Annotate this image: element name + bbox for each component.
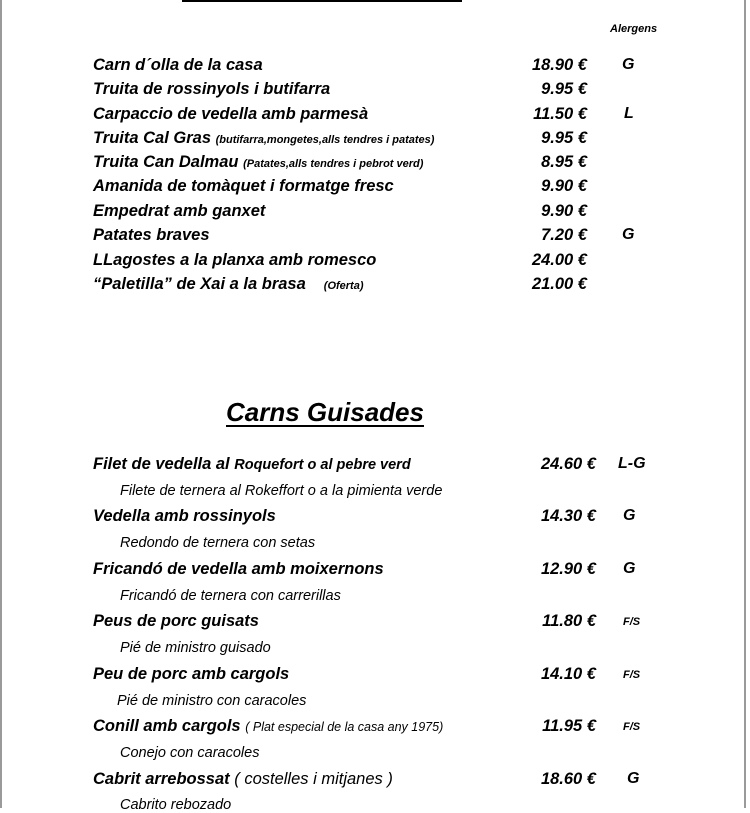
item-price: 7.20 € [541,226,587,244]
item-translation: Pié de ministro con caracoles [117,693,307,709]
menu-item [0,56,750,78]
section-title: Carns Guisades [226,397,424,427]
item-name: Fricandó de vedella amb moixernons [93,560,384,578]
item-name: Truita Cal Gras [93,129,211,147]
item-price: 12.90 € [540,560,596,578]
item-price: 14.10 € [540,665,596,683]
item-price: 11.95 € [542,717,596,735]
item-allergen: F/S [623,669,641,681]
menu-item [0,226,750,248]
item-allergen: F/S [623,616,641,628]
item-translation: Filete de ternera al Rokeffort o a la pimienta verde [120,483,443,499]
item-name: Peu de porc amb cargols [93,665,290,683]
item-price: 8.95 € [541,153,587,171]
item-price: 24.60 € [540,455,596,473]
item-name: Peus de porc guisats [93,612,259,630]
menu-item [0,80,750,102]
menu-item [0,275,750,297]
item-name: Amanida de tomàquet i formatge fresc [93,177,394,195]
item-name: Carn d´olla de la casa [93,56,263,74]
item-allergen: G [622,56,635,73]
item-allergen: G [622,226,635,243]
item-translation: Redondo de ternera con setas [120,535,316,551]
item-note: (butifarra,mongetes,alls tendres i patates) [215,134,435,146]
item-note: ( Plat especial de la casa any 1975) [245,720,444,734]
item-name: Truita Can Dalmau [93,153,239,171]
menu-item [0,129,750,151]
item-price: 9.90 € [541,177,587,195]
item-name: Empedrat amb ganxet [93,202,266,220]
menu-item [0,153,750,175]
item-name: Vedella amb rossinyols [93,507,276,525]
item-price: 9.95 € [541,80,587,98]
item-note: (Patates,alls tendres i pebrot verd) [243,158,424,170]
item-allergen: G [623,560,636,577]
item-name: Cabrit arrebossat [93,770,230,788]
item-name: Carpaccio de vedella amb parmesà [93,105,369,123]
item-name: Conill amb cargols [93,717,241,735]
item-name: Truita de rossinyols i butifarra [93,80,331,98]
item-allergen: F/S [623,721,641,733]
item-note: ( costelles i mitjanes ) [234,770,393,788]
menu-item [0,202,750,224]
item-name: Patates braves [93,226,210,244]
item-note: (Oferta) [323,280,364,292]
item-allergen: L-G [618,455,646,472]
item-price: 9.95 € [541,129,587,147]
menu-item [0,560,750,582]
item-translation: Pié de ministro guisado [120,640,271,656]
item-price: 9.90 € [541,202,587,220]
menu-item [0,665,750,687]
menu-item [0,455,750,477]
item-price: 11.50 € [533,105,587,123]
item-translation: Conejo con caracoles [120,745,260,761]
item-name: Filet de vedella al [93,455,230,473]
item-price: 24.00 € [531,251,587,269]
menu-item [0,717,750,739]
item-translation: Fricandó de ternera con carrerillas [120,588,341,604]
allergens-header: Alergens [610,23,658,35]
item-name-tail: Roquefort o al pebre verd [234,457,411,473]
item-price: 18.90 € [531,56,587,74]
menu-item [0,251,750,273]
menu-item [0,105,750,127]
menu-item [0,612,750,634]
menu-item [0,770,750,792]
item-name: “Paletilla” de Xai a la brasa [93,275,306,293]
item-allergen: G [627,770,640,787]
item-price: 14.30 € [540,507,596,525]
item-price: 11.80 € [542,612,596,630]
title-underline-fragment [182,0,462,2]
menu-item [0,507,750,529]
item-price: 21.00 € [531,275,587,293]
item-allergen: G [623,507,636,524]
item-translation: Cabrito rebozado [120,797,232,813]
item-name: LLagostes a la planxa amb romesco [93,251,377,269]
item-allergen: L [624,105,634,122]
item-price: 18.60 € [540,770,596,788]
menu-item [0,177,750,199]
